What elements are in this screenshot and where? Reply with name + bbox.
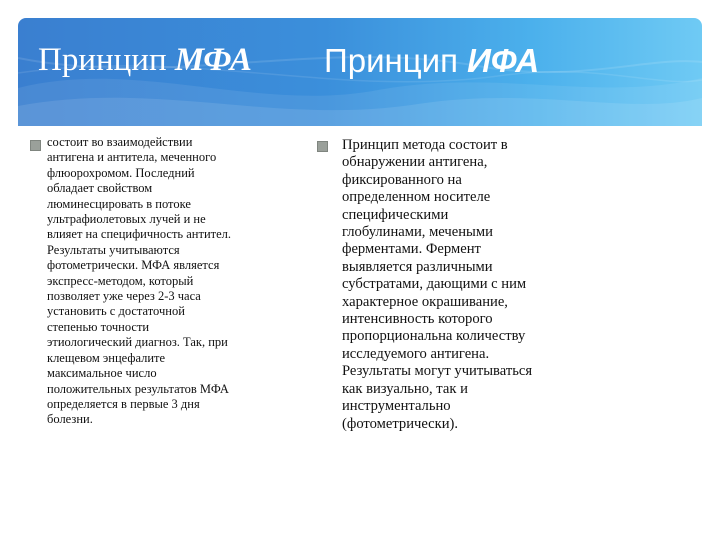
bullet-right-icon [317, 141, 328, 152]
title-mfa-abbr: МФА [174, 42, 252, 78]
title-ifa-prefix: Принцип [324, 42, 468, 79]
bullet-left-icon [30, 140, 41, 151]
title-ifa [324, 42, 539, 80]
title-mfa [38, 42, 252, 79]
ifa-description: Принцип метода состоит в обнаружении антигена, фиксированного на определенном носителе специфическими глобулинами, мечеными ферментами. Фермент выявляется различными субстратами, дающими с ним характерное окрашивание, интенсивность которого пропорциональна количеству исследуемого антигена. Результаты могут учитываться как визуально, так и инструментально (фотометрически). [342, 137, 533, 432]
mfa-description: состоит во взаимодействии антигена и антитела, меченного флюорохромом. Последний обладает свойством люминесцировать в потоке ультрафиолетовых лучей и не влияет на специфичность антител. Результаты учитываются фотометрически. МФА является экспресс-методом, который позволяет уже через 2-3 часа установить с достаточной степенью точности этиологический диагноз. Так, при клещевом энцефалите максимальное число положительных результатов МФА определяется в первые 3 дня болезни. [47, 135, 232, 427]
title-mfa-prefix: Принцип [38, 42, 175, 78]
title-ifa-abbr: ИФА [467, 42, 540, 79]
